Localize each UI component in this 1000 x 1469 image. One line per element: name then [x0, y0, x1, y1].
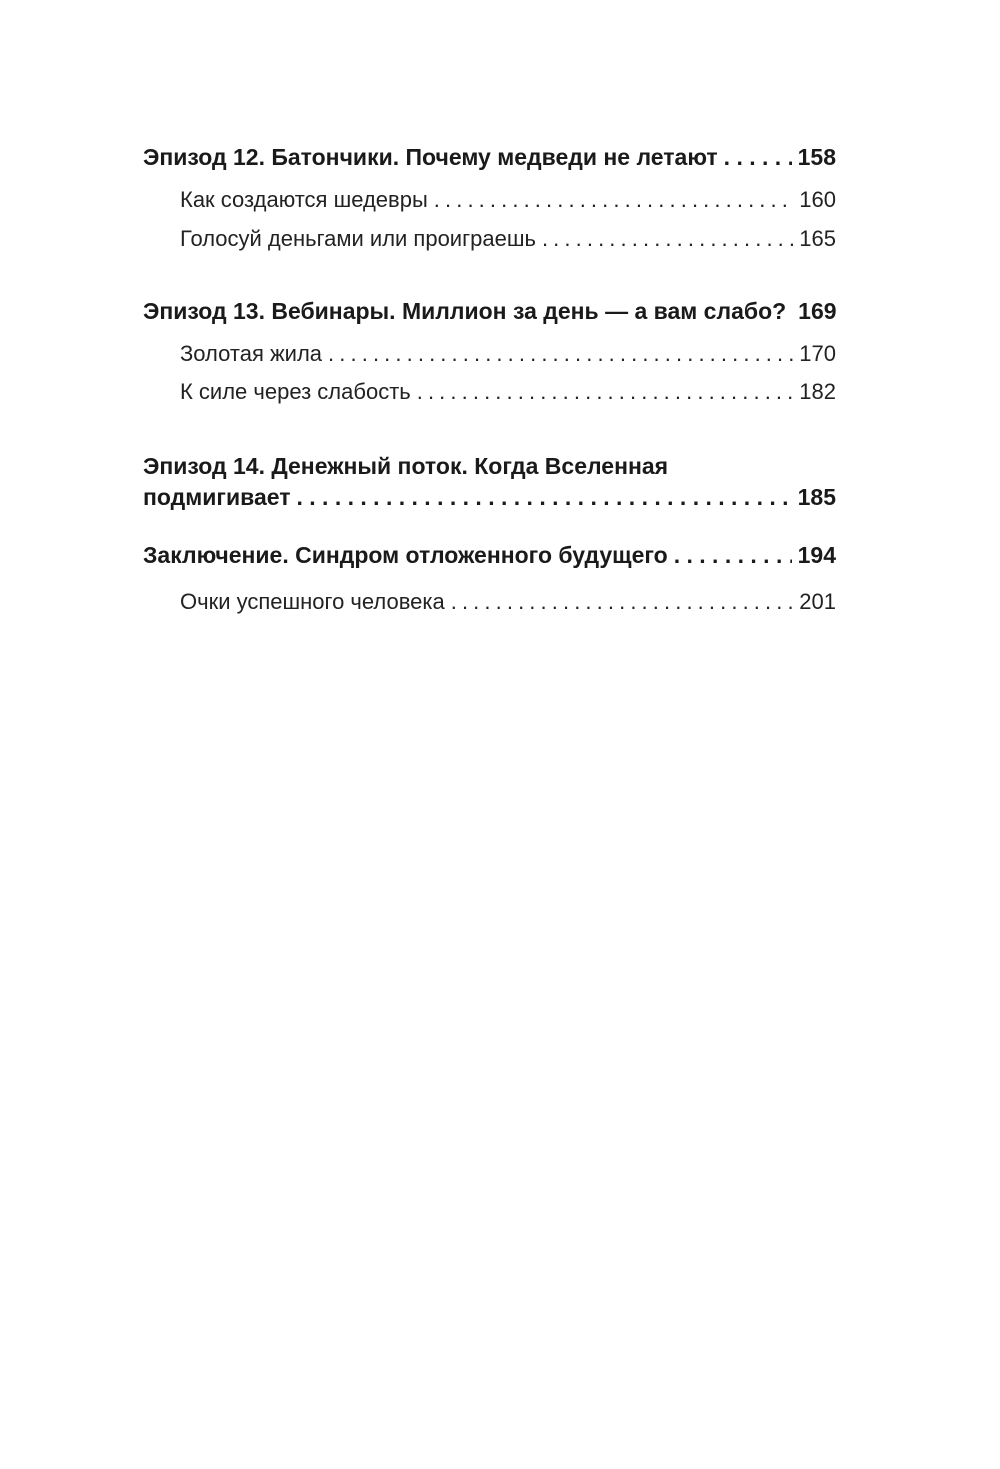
- chapter-title-continuation: подмигивает: [143, 484, 291, 510]
- page-number: 201: [799, 589, 836, 614]
- dot-leader: [674, 544, 792, 567]
- toc-chapter-entry: [143, 544, 836, 567]
- chapter-title: Заключение. Синдром отложенного будущего: [143, 542, 668, 568]
- dot-leader: [297, 486, 792, 509]
- toc-chapter-entry: [143, 486, 836, 509]
- toc-section-entry: [143, 343, 836, 365]
- toc-chapter-entry: [143, 300, 836, 323]
- toc-section-entry: [143, 381, 836, 403]
- page-number: 165: [799, 226, 836, 251]
- section-title: К силе через слабость: [180, 379, 411, 404]
- dot-leader: [328, 343, 793, 365]
- dot-leader: [417, 381, 794, 403]
- dot-leader: [542, 228, 793, 250]
- dot-leader: [434, 189, 794, 211]
- page-number: 160: [799, 187, 836, 212]
- dot-leader: [724, 146, 792, 169]
- page-number: 182: [799, 379, 836, 404]
- table-of-contents: [143, 136, 836, 613]
- dot-leader: [451, 591, 794, 613]
- chapter-title: Эпизод 13. Вебинары. Миллион за день — а вам слабо?: [143, 298, 787, 324]
- toc-section-entry: [143, 228, 836, 250]
- section-title: Очки успешного человека: [180, 589, 445, 614]
- page-number: 194: [797, 542, 836, 568]
- toc-section-entry: [143, 591, 836, 613]
- page-number: 185: [797, 484, 836, 510]
- page-number: 170: [799, 341, 836, 366]
- toc-chapter-entry: [143, 146, 836, 169]
- page-number: 158: [797, 144, 836, 170]
- page-number: 169: [798, 298, 837, 324]
- chapter-title: Эпизод 12. Батончики. Почему медведи не летают: [143, 144, 718, 170]
- section-title: Голосуй деньгами или проиграешь: [180, 226, 536, 251]
- section-title: Как создаются шедевры: [180, 187, 428, 212]
- section-title: Золотая жила: [180, 341, 323, 366]
- chapter-title-line: Эпизод 14. Денежный поток. Когда Вселенная: [143, 453, 669, 479]
- toc-section-entry: [143, 189, 836, 211]
